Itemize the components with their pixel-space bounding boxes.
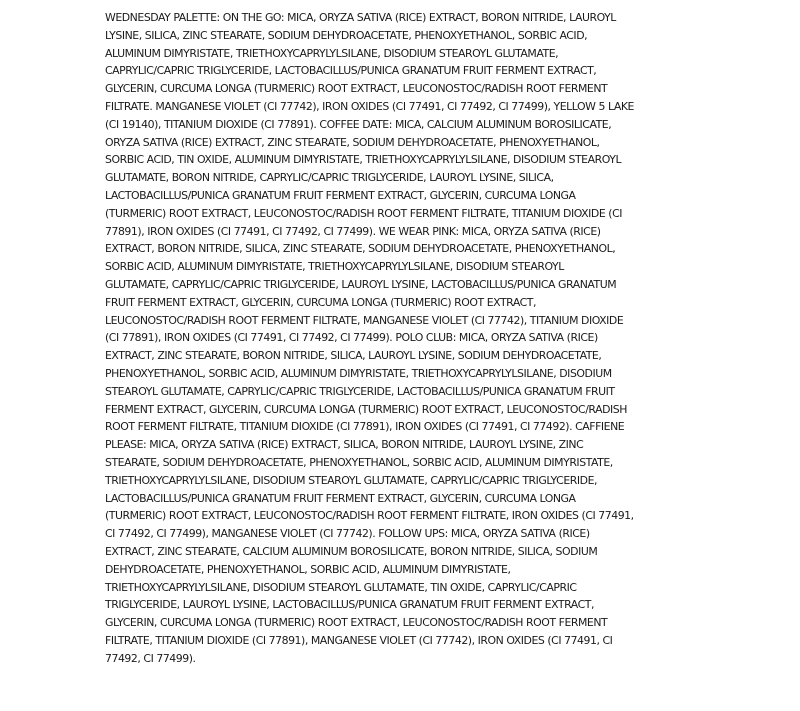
ingredient-line: TRIGLYCERIDE, LAUROYL LYSINE, LACTOBACILLUS/PUNICA GRANATUM FRUIT FERMENT EXTRACT, bbox=[105, 598, 594, 612]
ingredient-line: FRUIT FERMENT EXTRACT, GLYCERIN, CURCUMA LONGA (TURMERIC) ROOT EXTRACT, bbox=[105, 295, 537, 309]
ingredient-line: STEARATE, SODIUM DEHYDROACETATE, PHENOXYETHANOL, SORBIC ACID, ALUMINUM DIMYRISTATE, bbox=[105, 455, 613, 469]
ingredient-line: GLUTAMATE, CAPRYLIC/CAPRIC TRIGLYCERIDE, LAUROYL LYSINE, LACTOBACILLUS/PUNICA GRANATUM bbox=[105, 277, 617, 291]
ingredient-line: SORBIC ACID, ALUMINUM DIMYRISTATE, TRIETHOXYCAPRYLYLSILANE, DISODIUM STEAROYL bbox=[105, 260, 564, 274]
ingredient-line: DEHYDROACETATE, PHENOXYETHANOL, SORBIC ACID, ALUMINUM DIMYRISTATE, bbox=[105, 562, 511, 576]
ingredient-line: GLYCERIN, CURCUMA LONGA (TURMERIC) ROOT EXTRACT, LEUCONOSTOC/RADISH ROOT FERMENT bbox=[105, 82, 608, 96]
ingredient-line: TRIETHOXYCAPRYLYLSILANE, DISODIUM STEAROYL GLUTAMATE, TIN OXIDE, CAPRYLIC/CAPRIC bbox=[105, 580, 577, 594]
ingredient-line: LACTOBACILLUS/PUNICA GRANATUM FRUIT FERMENT EXTRACT, GLYCERIN, CURCUMA LONGA bbox=[105, 491, 576, 505]
ingredient-line: FILTRATE, TITANIUM DIOXIDE (CI 77891), MANGANESE VIOLET (CI 77742), IRON OXIDES (CI 77491, CI bbox=[105, 633, 613, 647]
ingredient-line: EXTRACT, BORON NITRIDE, SILICA, ZINC STEARATE, SODIUM DEHYDROACETATE, PHENOXYETHANOL, bbox=[105, 242, 616, 256]
ingredient-line: PHENOXYETHANOL, SORBIC ACID, ALUMINUM DIMYRISTATE, TRIETHOXYCAPRYLYLSILANE, DISODIUM bbox=[105, 366, 612, 380]
ingredient-line: 77492, CI 77499). bbox=[105, 651, 196, 665]
ingredient-line: FERMENT EXTRACT, GLYCERIN, CURCUMA LONGA (TURMERIC) ROOT EXTRACT, LEUCONOSTOC/RADISH bbox=[105, 402, 628, 416]
ingredient-line: EXTRACT, ZINC STEARATE, CALCIUM ALUMINUM BOROSILICATE, BORON NITRIDE, SILICA, SODIUM bbox=[105, 544, 598, 558]
ingredient-line: TRIETHOXYCAPRYLYLSILANE, DISODIUM STEAROYL GLUTAMATE, CAPRYLIC/CAPRIC TRIGLYCERIDE, bbox=[105, 473, 598, 487]
ingredient-line: ROOT FERMENT FILTRATE, TITANIUM DIOXIDE (CI 77891), IRON OXIDES (CI 77491, CI 77492). CAFFIENE bbox=[105, 420, 625, 434]
ingredient-line: GLYCERIN, CURCUMA LONGA (TURMERIC) ROOT EXTRACT, LEUCONOSTOC/RADISH ROOT FERMENT bbox=[105, 616, 608, 630]
ingredient-line: GLUTAMATE, BORON NITRIDE, CAPRYLIC/CAPRIC TRIGLYCERIDE, LAUROYL LYSINE, SILICA, bbox=[105, 171, 554, 185]
ingredient-line: EXTRACT, ZINC STEARATE, BORON NITRIDE, SILICA, LAUROYL LYSINE, SODIUM DEHYDROACETATE, bbox=[105, 349, 602, 363]
ingredient-line: (TURMERIC) ROOT EXTRACT, LEUCONOSTOC/RADISH ROOT FERMENT FILTRATE, TITANIUM DIOXIDE (CI bbox=[105, 206, 623, 220]
ingredient-line: ORYZA SATIVA (RICE) EXTRACT, ZINC STEARATE, SODIUM DEHYDROACETATE, PHENOXYETHANOL, bbox=[105, 135, 600, 149]
ingredient-line: PLEASE: MICA, ORYZA SATIVA (RICE) EXTRACT, SILICA, BORON NITRIDE, LAUROYL LYSINE, ZINC bbox=[105, 438, 584, 452]
ingredient-line: SORBIC ACID, TIN OXIDE, ALUMINUM DIMYRISTATE, TRIETHOXYCAPRYLYLSILANE, DISODIUM STEAROYL bbox=[105, 153, 622, 167]
ingredient-line: LYSINE, SILICA, ZINC STEARATE, SODIUM DEHYDROACETATE, PHENOXYETHANOL, SORBIC ACID, bbox=[105, 28, 588, 42]
ingredient-line: CAPRYLIC/CAPRIC TRIGLYCERIDE, LACTOBACILLUS/PUNICA GRANATUM FRUIT FERMENT EXTRACT, bbox=[105, 64, 597, 78]
ingredient-line: (CI 77891), IRON OXIDES (CI 77491, CI 77492, CI 77499). POLO CLUB: MICA, ORYZA SATIVA (RICE) bbox=[105, 331, 598, 345]
ingredient-line: CI 77492, CI 77499), MANGANESE VIOLET (CI 77742). FOLLOW UPS: MICA, ORYZA SATIVA (RICE) bbox=[105, 527, 590, 541]
ingredient-line: FILTRATE. MANGANESE VIOLET (CI 77742), IRON OXIDES (CI 77491, CI 77492, CI 77499), YELLOW 5 LAKE bbox=[105, 99, 634, 113]
ingredient-line: (TURMERIC) ROOT EXTRACT, LEUCONOSTOC/RADISH ROOT FERMENT FILTRATE, IRON OXIDES (CI 77491, bbox=[105, 509, 634, 523]
ingredient-line: LACTOBACILLUS/PUNICA GRANATUM FRUIT FERMENT EXTRACT, GLYCERIN, CURCUMA LONGA bbox=[105, 188, 576, 202]
ingredient-line: WEDNESDAY PALETTE: ON THE GO: MICA, ORYZA SATIVA (RICE) EXTRACT, BORON NITRIDE, LAUROYL bbox=[105, 11, 616, 24]
ingredient-line: ALUMINUM DIMYRISTATE, TRIETHOXYCAPRYLYLSILANE, DISODIUM STEAROYL GLUTAMATE, bbox=[105, 46, 559, 60]
ingredient-line: STEAROYL GLUTAMATE, CAPRYLIC/CAPRIC TRIGLYCERIDE, LACTOBACILLUS/PUNICA GRANATUM FRUIT bbox=[105, 384, 615, 398]
ingredient-list-text bbox=[105, 9, 695, 667]
ingredient-line: (CI 19140), TITANIUM DIOXIDE (CI 77891). COFFEE DATE: MICA, CALCIUM ALUMINUM BOROSILICATE, bbox=[105, 117, 612, 131]
ingredient-line: 77891), IRON OXIDES (CI 77491, CI 77492, CI 77499). WE WEAR PINK: MICA, ORYZA SATIVA (RICE) bbox=[105, 224, 601, 238]
ingredient-line: LEUCONOSTOC/RADISH ROOT FERMENT FILTRATE, MANGANESE VIOLET (CI 77742), TITANIUM DIOXIDE bbox=[105, 313, 624, 327]
